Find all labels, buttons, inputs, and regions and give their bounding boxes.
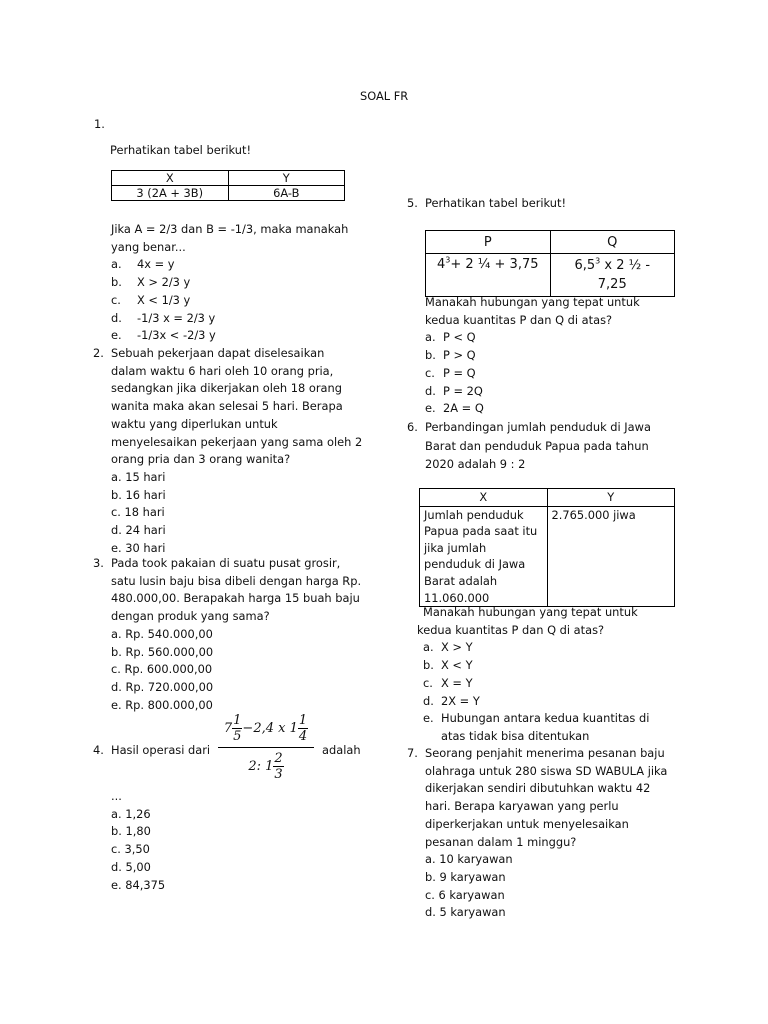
q2-option-a: a. 15 hari: [111, 469, 166, 484]
q4-option-e: e. 84,375: [111, 877, 166, 892]
q6-stem: 6. Perbandingan jumlah penduduk di Jawa Barat dan penduduk Papua pada tahun 2020 adalah 9 : 2: [407, 420, 651, 471]
q4-prefix: 4. Hasil operasi dari: [93, 742, 210, 760]
q2-option-e: e. 30 hari: [111, 540, 166, 555]
q1-stem: [111, 221, 348, 345]
q5-body: [425, 294, 640, 418]
q3-option-b: b. Rp. 560.000,00: [111, 644, 214, 659]
q2-option-b: b. 16 hari: [111, 487, 166, 502]
q7-option-a: a. 10 karyawan: [425, 852, 513, 867]
q2-option-d: d. 24 hari: [111, 523, 166, 538]
q4-suffix: adalah: [322, 743, 361, 757]
q5-table-cell-q: $6,5^3$ x 2 ½ - 7,25: [550, 254, 675, 297]
q3-option-d: d. Rp. 720.000,00: [111, 679, 214, 694]
q1-table-cell-y: 6A-B: [228, 186, 345, 201]
q6-option-b: b. X < Y: [423, 658, 473, 673]
q1-stem-line: Jika A = 2/3 dan B = -1/3, maka manakah: [111, 222, 349, 236]
q3-stem-line: Pada took pakaian di suatu pusat grosir,: [111, 556, 341, 570]
q5-table: [425, 230, 675, 297]
fraction-one-quarter: $\frac{1}{4}$: [298, 713, 308, 744]
fraction-two-thirds: $\frac{2}{3}$: [274, 751, 283, 782]
q4-option-c: c. 3,50: [111, 842, 150, 857]
q4-option-d: d. 5,00: [111, 859, 151, 874]
q2-stem-line: wanita maka akan selesai 5 hari. Berapa: [111, 399, 343, 414]
q2-stem-line: Sebuah pekerjaan dapat diselesaikan: [111, 346, 325, 360]
q6-table-header-y: Y: [547, 489, 675, 507]
q7-option-d: d. 5 karyawan: [425, 905, 506, 920]
q1-table-header-x: X: [112, 171, 229, 186]
q3-stem-line: 480.000,00. Berapakah harga 15 buah baju: [111, 591, 360, 606]
q6-option-a: a. X > Y: [423, 640, 473, 655]
q6-question-line: Manakah hubungan yang tepat untuk: [423, 605, 638, 619]
q5-option-d: d. P = 2Q: [425, 383, 483, 398]
q1-table-header-y: Y: [228, 171, 345, 186]
q4-option-a: a. 1,26: [111, 806, 151, 821]
q5-option-c: c. P = Q: [425, 365, 476, 380]
q3-stem-line: satu lusin baju bisa dibeli dengan harga Rp.: [111, 573, 362, 588]
q1-option-d: d. -1/3 x = 2/3 y: [111, 310, 216, 325]
q6-table-header-x: X: [420, 489, 548, 507]
q2-stem-line: menyelesaikan pekerjaan yang sama oleh 2: [111, 434, 363, 449]
q6-option-d: d. 2X = Y: [423, 693, 480, 708]
q6-table-cell-x: Jumlah penduduk Papua pada saat itu jika jumlah penduduk di Jawa Barat adalah 11.060.000: [420, 506, 548, 607]
fraction-one-fifth: $\frac{1}{5}$: [233, 713, 242, 744]
q7-number: 7.: [407, 746, 418, 760]
q3-option-c: c. Rp. 600.000,00: [111, 662, 213, 677]
q6-table: [419, 488, 675, 607]
q4-option-b: b. 1,80: [111, 824, 151, 839]
q6-option-c: c. X = Y: [423, 675, 473, 690]
q3-stem-line: dengan produk yang sama?: [111, 609, 270, 624]
q1-table-cell-x: 3 (2A + 3B): [112, 186, 229, 201]
q5-table-header-p: P: [426, 231, 551, 254]
q6-table-cell-y: 2.765.000 jiwa: [547, 506, 675, 607]
q4-ellipsis: ...: [111, 789, 122, 803]
q5-option-a: a. P < Q: [425, 330, 476, 345]
q4-number: 4.: [93, 743, 104, 757]
q2: [93, 345, 362, 557]
q1-intro: Perhatikan tabel berikut!: [110, 143, 252, 157]
page-title: SOAL FR: [360, 89, 409, 103]
q7: 7. Seorang penjahit menerima pesanan baju olahraga untuk 280 siswa SD WABULA jika dikerjakan sendiri dibutuhkan waktu 42 hari. Berapa karyawan yang perlu diperkerjakan untuk menyelesaikan pesanan dalam 1 minggu? a. 10 karyawan b. 9 karyawan c. 6 karyawan d. 5 karyawan: [407, 745, 667, 922]
q4-numerator: 7 $\frac{1}{5}$ −2,4 x 1 $\frac{1}{4}$: [218, 713, 314, 748]
q5-stem-line: Manakah hubungan yang tepat untuk: [425, 295, 640, 309]
q5-table-header-q: Q: [550, 231, 675, 254]
q7-option-c: c. 6 karyawan: [425, 887, 505, 902]
q2-number: 2.: [93, 346, 104, 360]
q7-option-b: b. 9 karyawan: [425, 869, 506, 884]
q2-stem-line: dalam waktu 6 hari oleh 10 orang pria,: [111, 363, 334, 378]
q5-stem-line: kedua kuantitas P dan Q di atas?: [425, 312, 613, 327]
q6-body: [417, 604, 649, 746]
q1-option-c: c. X < 1/3 y: [111, 292, 191, 307]
q6-question-line: kedua kuantitas P dan Q di atas?: [417, 622, 605, 637]
q6-option-e-continued: atas tidak bisa ditentukan: [441, 728, 590, 743]
q1-number: 1.: [94, 117, 105, 131]
q3-option-e: e. Rp. 800.000,00: [111, 697, 213, 712]
q3: [93, 555, 361, 714]
q1-option-a: a. 4x = y: [111, 257, 175, 272]
q4-denominator: 2: 1 $\frac{2}{3}$: [248, 751, 283, 782]
q2-stem-line: sedangkan jika dikerjakan oleh 18 orang: [111, 381, 342, 396]
q5-option-b: b. P > Q: [425, 348, 476, 363]
q2-option-c: c. 18 hari: [111, 505, 165, 520]
q1-table: [111, 170, 345, 201]
q5-table-cell-p: $4^3+ 2$ ¼ + 3,75: [426, 254, 551, 297]
q5-option-e: e. 2A = Q: [425, 401, 484, 416]
q6-number: 6.: [407, 420, 418, 434]
q6-option-e: e. Hubungan antara kedua kuantitas di: [423, 711, 650, 726]
q4-expression: [218, 713, 314, 782]
q1-option-b: b. X > 2/3 y: [111, 275, 191, 290]
q3-number: 3.: [93, 556, 104, 570]
q2-stem-line: orang pria dan 3 orang wanita?: [111, 452, 291, 467]
q1-stem-line: yang benar...: [111, 239, 186, 254]
q5-intro: 5. Perhatikan tabel berikut!: [407, 195, 566, 213]
q1-option-e: e. -1/3x < -2/3 y: [111, 328, 216, 343]
q3-option-a: a. Rp. 540.000,00: [111, 626, 213, 641]
q2-stem-line: waktu yang diperlukan untuk: [111, 416, 278, 431]
q4-options: [111, 788, 165, 894]
q5-number: 5.: [407, 196, 418, 210]
